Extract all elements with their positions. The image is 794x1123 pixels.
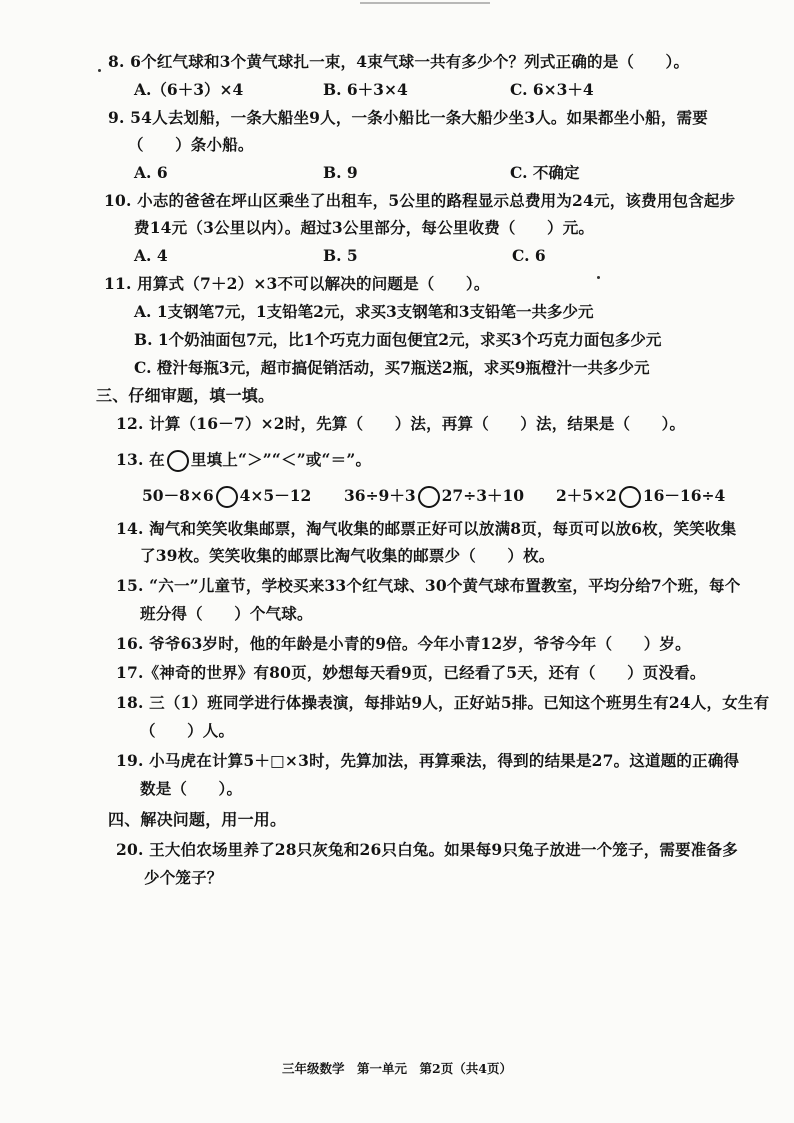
question-14-line1: 14. 淘气和笑笑收集邮票，淘气收集的邮票正好可以放满8页，每页可以放6枚，笑笑收集 [116, 519, 737, 538]
q10-option-b: B. 5 [323, 246, 358, 265]
question-18-line2: （ ）人。 [140, 721, 235, 740]
q13-prefix: 13. 在 [116, 450, 165, 469]
scan-dot [597, 276, 600, 279]
q8-option-b: B. 6＋3×4 [323, 80, 408, 99]
q8-option-a: A.（6＋3）×4 [134, 80, 244, 99]
q9-option-c: C. 不确定 [510, 163, 580, 182]
q13-e2-right: 27÷3＋10 [441, 486, 525, 505]
question-14-line2: 了39枚。笑笑收集的邮票比淘气收集的邮票少（ ）枚。 [140, 546, 555, 565]
question-19-line2: 数是（ ）。 [140, 779, 243, 798]
q13-e3-left: 2＋5×2 [556, 486, 617, 505]
header-remnant [360, 0, 490, 4]
q10-option-c: C. 6 [512, 246, 546, 265]
q13-expression-3 [556, 484, 725, 508]
question-9-line2: （ ）条小船。 [128, 135, 254, 154]
question-13 [116, 447, 371, 473]
q13-expression-1 [142, 484, 311, 508]
question-16: 16. 爷爷63岁时，他的年龄是小青的9倍。今年小青12岁，爷爷今年（ ）岁。 [116, 634, 691, 653]
blank-circle [167, 450, 189, 472]
question-8: 8. 6个红气球和3个黄气球扎一束，4束气球一共有多少个？列式正确的是（ ）。 [108, 52, 690, 71]
section-4-title: 四、解决问题，用一用。 [108, 810, 287, 829]
scan-dot [98, 69, 101, 72]
q13-e3-right: 16－16÷4 [642, 486, 726, 505]
q13-e1-left: 50－8×6 [142, 486, 214, 505]
question-11: 11. 用算式（7＋2）×3不可以解决的问题是（ ）。 [104, 274, 490, 293]
page-footer: 三年级数学 第一单元 第2页（共4页） [282, 1061, 512, 1076]
question-17: 17.《神奇的世界》有80页，妙想每天看9页，已经看了5天，还有（ ）页没看。 [116, 663, 706, 682]
question-20-line1: 20. 王大伯农场里养了28只灰兔和26只白兔。如果每9只兔子放进一个笼子，需要准备多 [116, 840, 738, 859]
q11-option-a: A. 1支钢笔7元，1支铅笔2元，求买3支钢笔和3支铅笔一共多少元 [134, 302, 594, 321]
q13-e2-left: 36÷9＋3 [344, 486, 416, 505]
question-18-line1: 18. 三（1）班同学进行体操表演，每排站9人，正好站5排。已知这个班男生有24人，女生有 [116, 693, 770, 712]
q10-option-a: A. 4 [134, 246, 168, 265]
question-10-line2: 费14元（3公里以内）。超过3公里部分，每公里收费（ ）元。 [134, 218, 595, 237]
q9-option-a: A. 6 [134, 163, 168, 182]
question-15-line2: 班分得（ ）个气球。 [140, 604, 313, 623]
compare-circle-2[interactable] [418, 486, 440, 508]
q11-option-b: B. 1个奶油面包7元，比1个巧克力面包便宜2元，求买3个巧克力面包多少元 [134, 330, 662, 349]
question-15-line1: 15. “六一”儿童节，学校买来33个红气球、30个黄气球布置教室，平均分给7个班，每个 [116, 576, 741, 595]
question-20-line2: 少个笼子？ [144, 868, 223, 887]
question-10-line1: 10. 小志的爸爸在坪山区乘坐了出租车，5公里的路程显示总费用为24元，该费用包含起步 [104, 191, 736, 210]
question-9-line1: 9. 54人去划船，一条大船坐9人，一条小船比一条大船少坐3人。如果都坐小船，需要 [108, 108, 708, 127]
q13-expression-2 [344, 484, 524, 508]
q11-option-c: C. 橙汁每瓶3元，超市搞促销活动，买7瓶送2瓶，求买9瓶橙汁一共多少元 [134, 358, 650, 377]
compare-circle-3[interactable] [619, 486, 641, 508]
q8-option-c: C. 6×3＋4 [510, 80, 594, 99]
question-19-line1: 19. 小马虎在计算5＋□×3时，先算加法，再算乘法，得到的结果是27。这道题的正确得 [116, 751, 740, 770]
question-12: 12. 计算（16－7）×2时，先算（ ）法，再算（ ）法，结果是（ ）。 [116, 414, 686, 433]
q9-option-b: B. 9 [323, 163, 358, 182]
q13-suffix: 里填上“＞”“＜”或“＝”。 [190, 450, 372, 469]
section-3-title: 三、仔细审题，填一填。 [96, 386, 275, 405]
compare-circle-1[interactable] [216, 486, 238, 508]
q13-e1-right: 4×5－12 [239, 486, 312, 505]
